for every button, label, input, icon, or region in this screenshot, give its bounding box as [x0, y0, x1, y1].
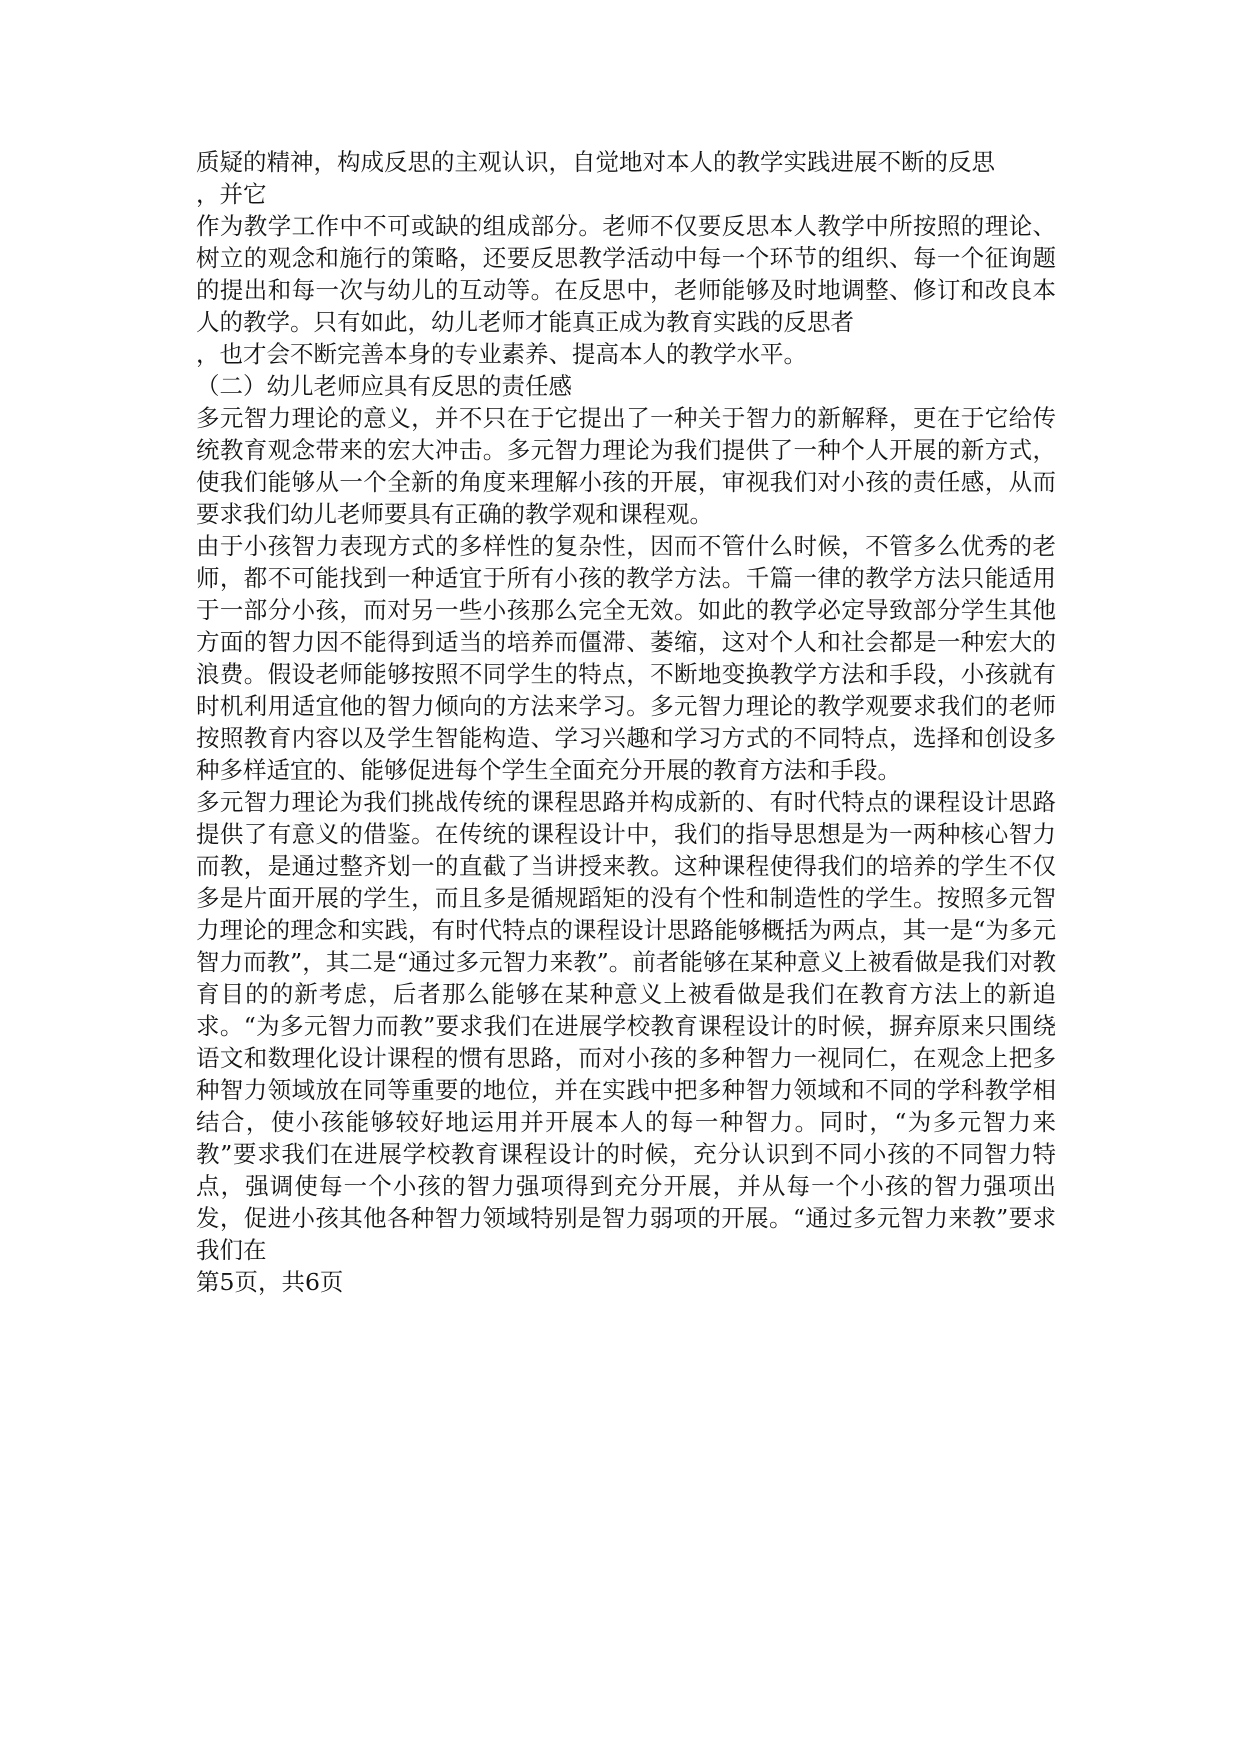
paragraph-5: 多元智力理论为我们挑战传统的课程思路并构成新的、有时代特点的课程设计思路提供了有意义的借鉴。在传统的课程设计中，我们的指导思想是为一两种核心智力而教，是通过整齐划一的直截了当讲授来教。这种课程使得我们的培养的学生不仅多是片面开展的学生，而且多是循规蹈矩的没有个性和制造性的学生。按照多元智力理论的理念和实践，有时代特点的课程设计思路能够概括为两点，其一是“为多元智力而教”，其二是“通过多元智力来教”。前者能够在某种意义上被看做是我们对教育目的的新考虑，后者那么能够在某种意义上被看做是我们在教育方法上的新追求。“为多元智力而教”要求我们在进展学校教育课程设计的时候，摒弃原来只围绕语文和数理化设计课程的惯有思路，而对小孩的多种智力一视同仁，在观念上把多种智力领域放在同等重要的地位，并在实践中把多种智力领域和不同的学科教学相结合，使小孩能够较好地运用并开展本人的每一种智力。同时，“为多元智力来教”要求我们在进展学校教育课程设计的时候，充分认识到不同小孩的不同智力特点，强调使每一个小孩的智力强项得到充分开展，并从每一个小孩的智力强项出发，促进小孩其他各种智力领域特别是智力弱项的开展。“通过多元智力来教”要求我们在: [196, 788, 1056, 1264]
paragraph-2: 作为教学工作中不可或缺的组成部分。老师不仅要反思本人教学中所按照的理论、树立的观念和施行的策略，还要反思教学活动中每一个环节的组织、每一个征询题的提出和每一次与幼儿的互动等。在反思中，老师能够及时地调整、修订和改良本人的教学。只有如此，幼儿老师才能真正成为教育实践的反思者 ，也才会不断完善本身的专业素养、提高本人的教学水平。: [196, 212, 1056, 368]
paragraph-1: 质疑的精神，构成反思的主观认识，自觉地对本人的教学实践进展不断的反思 ，并它: [196, 148, 995, 208]
paragraph-4: 由于小孩智力表现方式的多样性的复杂性，因而不管什么时候，不管多么优秀的老师，都不可能找到一种适宜于所有小孩的教学方法。千篇一律的教学方法只能适用于一部分小孩，而对另一些小孩那么完全无效。如此的教学必定导致部分学生其他方面的智力因不能得到适当的培养而僵滞、萎缩，这对个人和社会都是一种宏大的浪费。假设老师能够按照不同学生的特点，不断地变换教学方法和手段，小孩就有时机利用适宜他的智力倾向的方法来学习。多元智力理论的教学观要求我们的老师按照教育内容以及学生智能构造、学习兴趣和学习方式的不同特点，选择和创设多种多样适宜的、能够促进每个学生全面充分开展的教育方法和手段。: [196, 532, 1056, 784]
page-footer: 第5页，共6页: [196, 1268, 344, 1296]
document-page: [196, 146, 1056, 1298]
paragraph-3: 多元智力理论的意义，并不只在于它提出了一种关于智力的新解释，更在于它给传统教育观念带来的宏大冲击。多元智力理论为我们提供了一种个人开展的新方式，使我们能够从一个全新的角度来理解小孩的开展，审视我们对小孩的责任感，从而要求我们幼儿老师要具有正确的教学观和课程观。: [196, 404, 1056, 528]
section-heading: （二）幼儿老师应具有反思的责任感: [196, 372, 572, 400]
